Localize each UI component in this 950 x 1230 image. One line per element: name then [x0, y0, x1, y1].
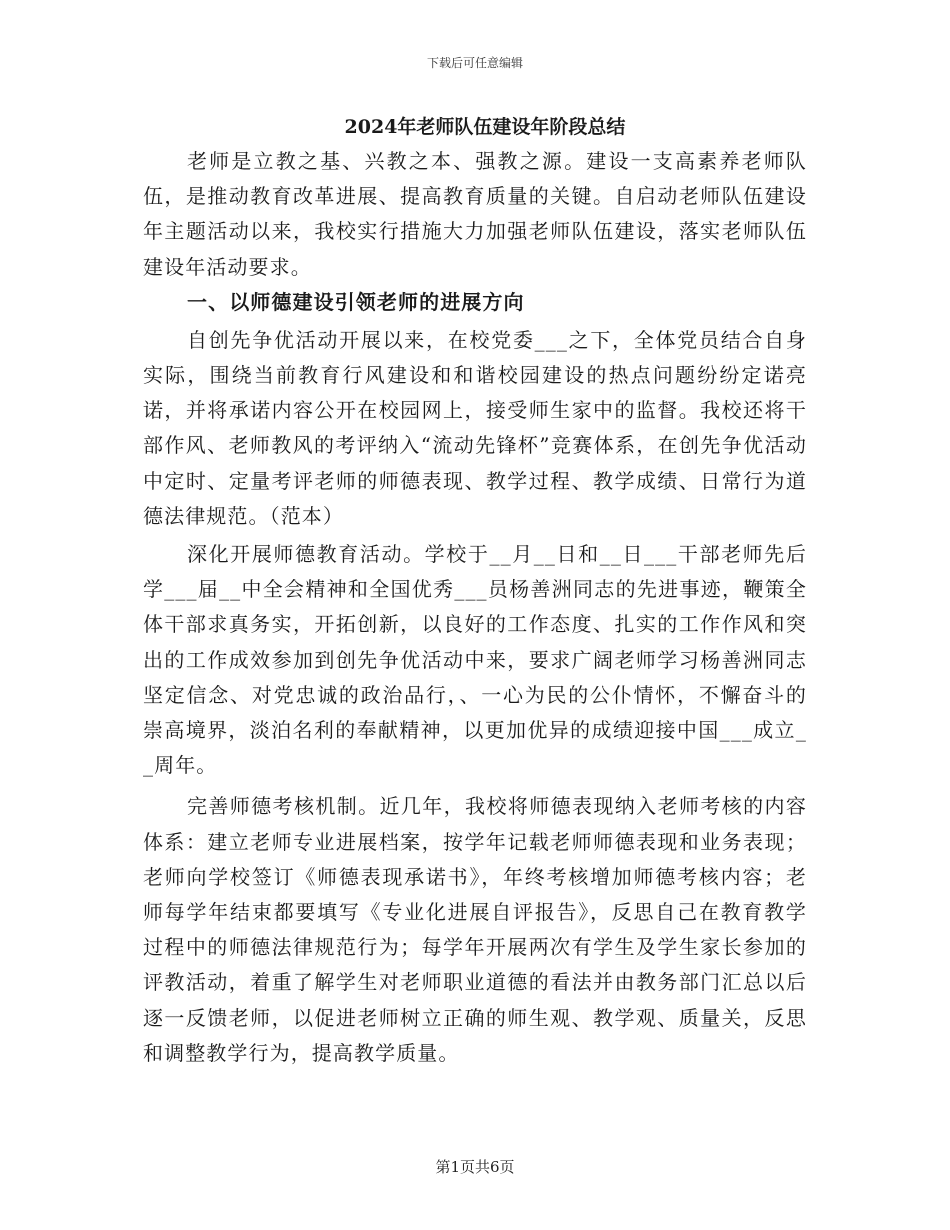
body-paragraph-1: 自创先争优活动开展以来，在校党委___之下，全体党员结合自身实际，围绕当前教育行风建设和和谐校园建设的热点问题纷纷定诺亮诺，并将承诺内容公开在校园网上，接受师生家中的监督。我校还将干部作风、老师教风的考评纳入“流动先锋杯”竞赛体系，在创先争优活动中定时、定量考评老师的师德表现、教学过程、教学成绩、日常行为道德法律规范。（范本） [143, 327, 807, 528]
page-header: 下载后可任意编辑 [426, 56, 523, 70]
section-heading: 一、以师德建设引领老师的进展方向 [187, 289, 525, 314]
body-paragraph-3: 完善师德考核机制。近几年，我校将师德表现纳入老师考核的内容体系：建立老师专业进展档案，按学年记载老师师德表现和业务表现；老师向学校签订《师德表现承诺书》，年终考核增加师德考核内容；老师每学年结束都要填写《专业化进展自评报告》，反思自己在教育教学过程中的师德法律规范行为；每学年开展两次有学生及学生家长参加的评教活动，着重了解学生对老师职业道德的看法并由教务部门汇总以后逐一反馈老师，以促进老师树立正确的师生观、教学观、质量关，反思和调整教学行为，提高教学质量。 [143, 794, 807, 1065]
intro-paragraph: 老师是立教之基、兴教之本、强教之源。建设一支高素养老师队伍，是推动教育改革进展、提高教育质量的关键。自启动老师队伍建设年主题活动以来，我校实行措施大力加强老师队伍建设，落实老师队伍建设年活动要求。 [143, 149, 807, 279]
document-body [143, 112, 807, 1071]
page-footer: 第1页共6页 [435, 1158, 515, 1176]
body-paragraph-2: 深化开展师德教育活动。学校于__月__日和__日___干部老师先后学___届__中全会精神和全国优秀___员杨善洲同志的先进事迹，鞭策全体干部求真务实，开拓创新，以良好的工作态度、扎实的工作作风和突出的工作成效参加到创先争优活动中来，要求广阔老师学习杨善洲同志坚定信念、对党忠诚的政治品行，、一心为民的公仆情怀，不懈奋斗的崇高境界，淡泊名利的奉献精神，以更加优异的成绩迎接中国___成立__周年。 [143, 542, 807, 778]
document-title: 2024年老师队伍建设年阶段总结 [344, 116, 626, 138]
